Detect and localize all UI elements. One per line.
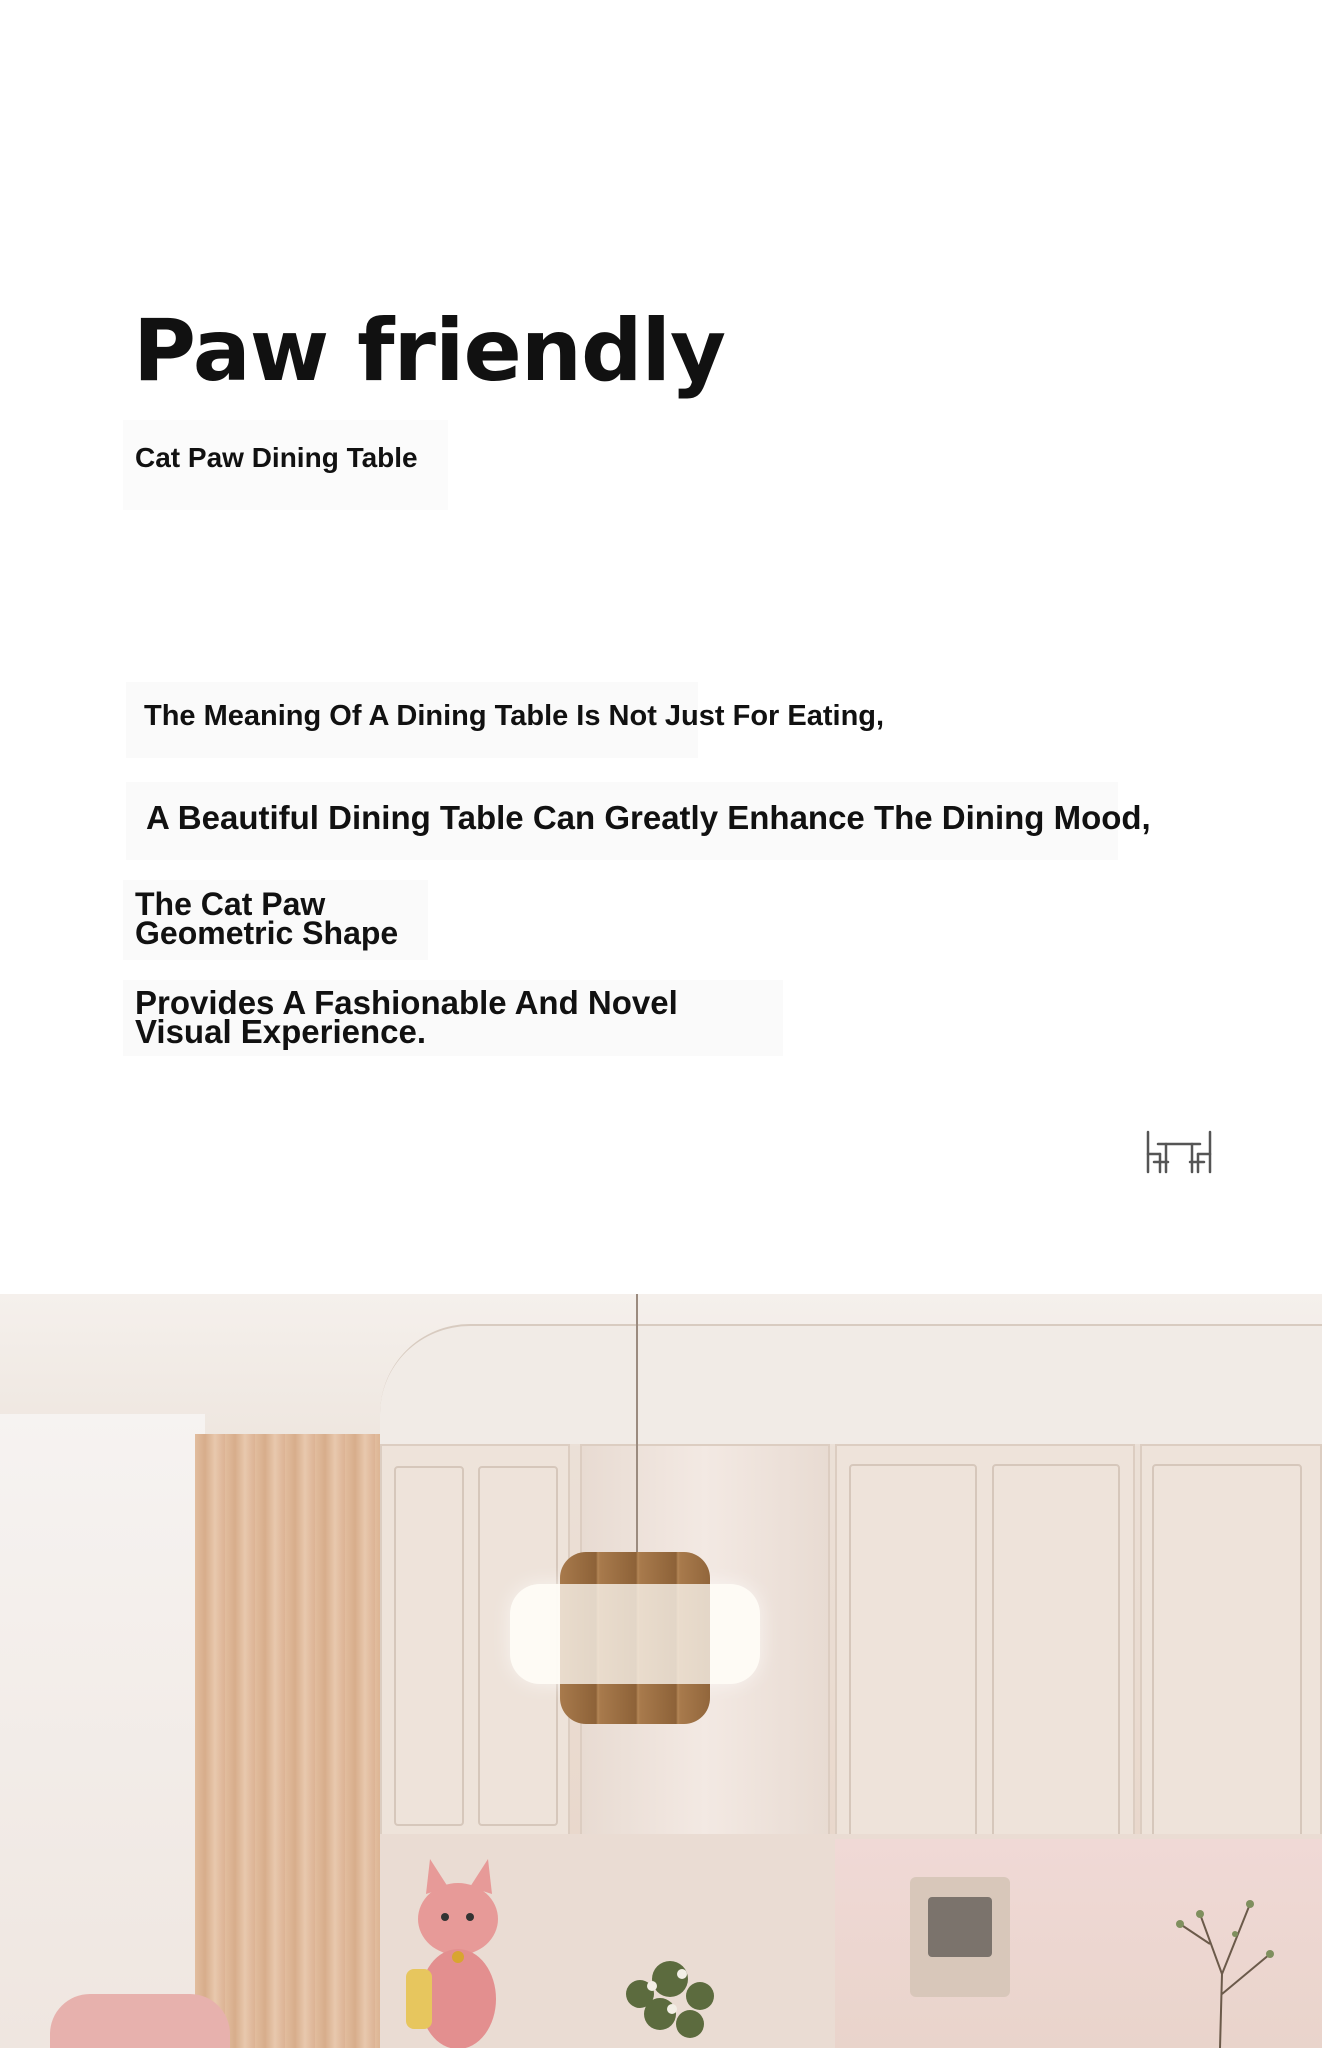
dining-room-photo (0, 1294, 1322, 2048)
cabinet-panel (992, 1464, 1120, 1854)
description-line-3: The Cat Paw Geometric Shape (123, 880, 428, 960)
window (0, 1414, 205, 2048)
cabinet-panel (394, 1466, 464, 1826)
cabinet-panel (1152, 1464, 1302, 1854)
description-line-1: The Meaning Of A Dining Table Is Not Just For Eating, (126, 682, 698, 758)
page-title: Paw friendly (133, 301, 726, 401)
lamp-cord (636, 1294, 638, 1554)
description-line-4: Provides A Fashionable And Novel Visual Experience. (123, 980, 783, 1056)
pink-chair (50, 1994, 230, 2048)
dispenser-panel (928, 1897, 992, 1957)
decorative-branch (1150, 1854, 1300, 2048)
product-subtitle: Cat Paw Dining Table (123, 420, 448, 510)
water-dispenser (910, 1877, 1010, 1997)
flower-arrangement (600, 1934, 740, 2048)
lamp-diffuser (510, 1584, 760, 1684)
ceiling-arc (380, 1324, 1322, 1444)
curtain (195, 1434, 380, 2048)
cabinet-panel (849, 1464, 977, 1854)
dining-table-chairs-icon (1144, 1128, 1214, 1176)
description-line-2: A Beautiful Dining Table Can Greatly Enhance The Dining Mood, (126, 782, 1118, 860)
lucky-cat-figurine (400, 1849, 510, 2048)
